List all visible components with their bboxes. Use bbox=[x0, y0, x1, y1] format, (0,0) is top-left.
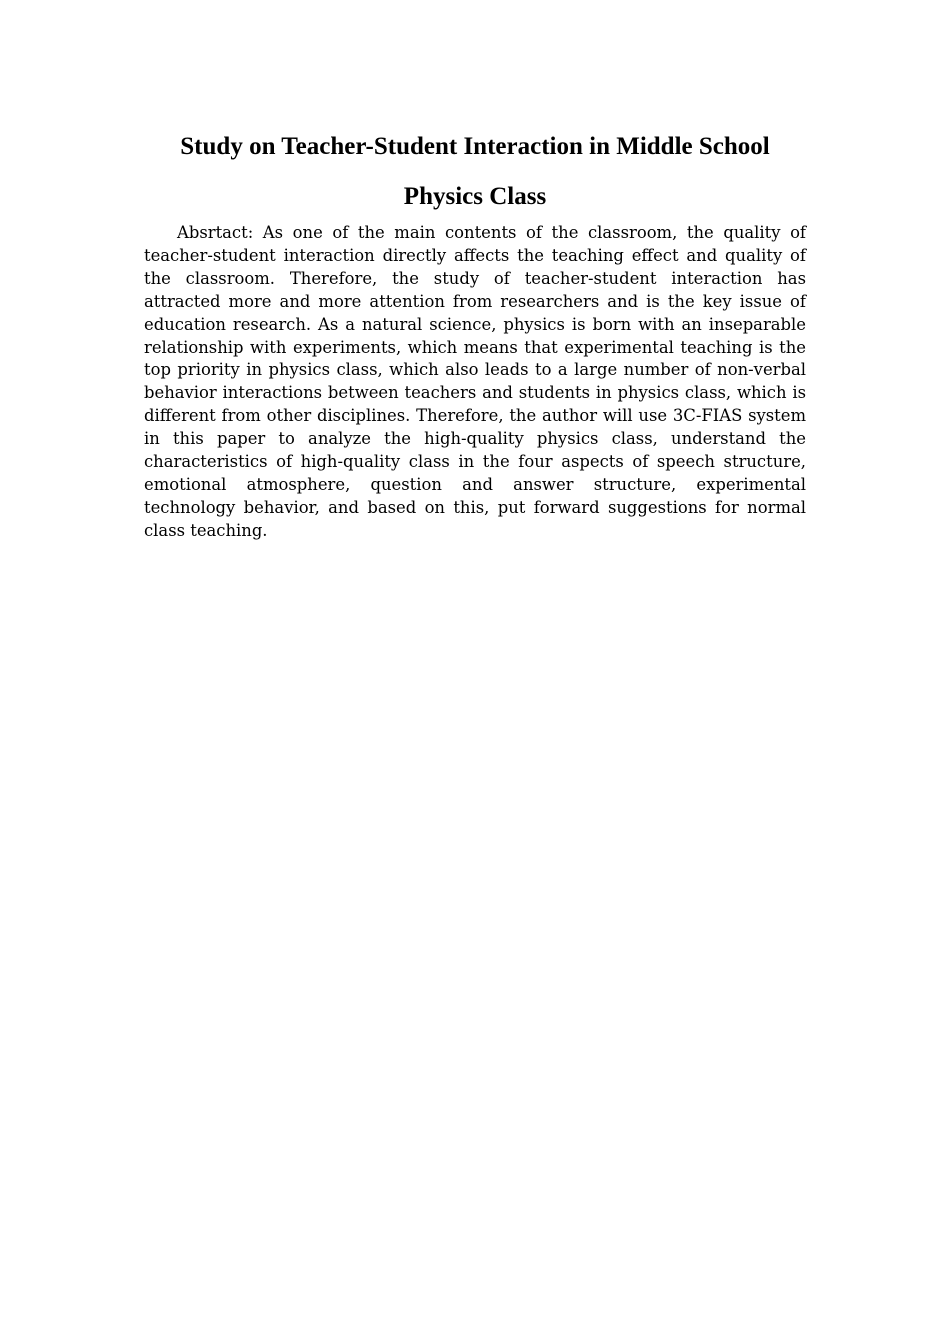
abstract-paragraph: Absrtact: As one of the main contents of the classroom, the quality of teacher-student interaction directly affects the teaching effect and quality of the classroom. Therefore, the study of teacher-student interaction has attracted more and more attention from researchers and is the key issue of education research. As a natural science, physics is born with an inseparable relationship with experiments, which means that experimental teaching is the top priority in physics class, which also leads to a large number of non-verbal behavior interactions between teachers and students in physics class, which is different from other disciplines. Therefore, the author will use 3C-FIAS system in this paper to analyze the high-quality physics class, understand the characteristics of high-quality class in the four aspects of speech structure, emotional atmosphere, question and answer structure, experimental technology behavior, and based on this, put forward suggestions for normal class teaching. bbox=[144, 223, 806, 540]
paper-content bbox=[144, 122, 806, 543]
paper-title bbox=[144, 122, 806, 222]
paper-title-line-2: Physics Class bbox=[403, 183, 547, 210]
paper-title-line-1: Study on Teacher-Student Interaction in Middle School bbox=[180, 133, 770, 160]
